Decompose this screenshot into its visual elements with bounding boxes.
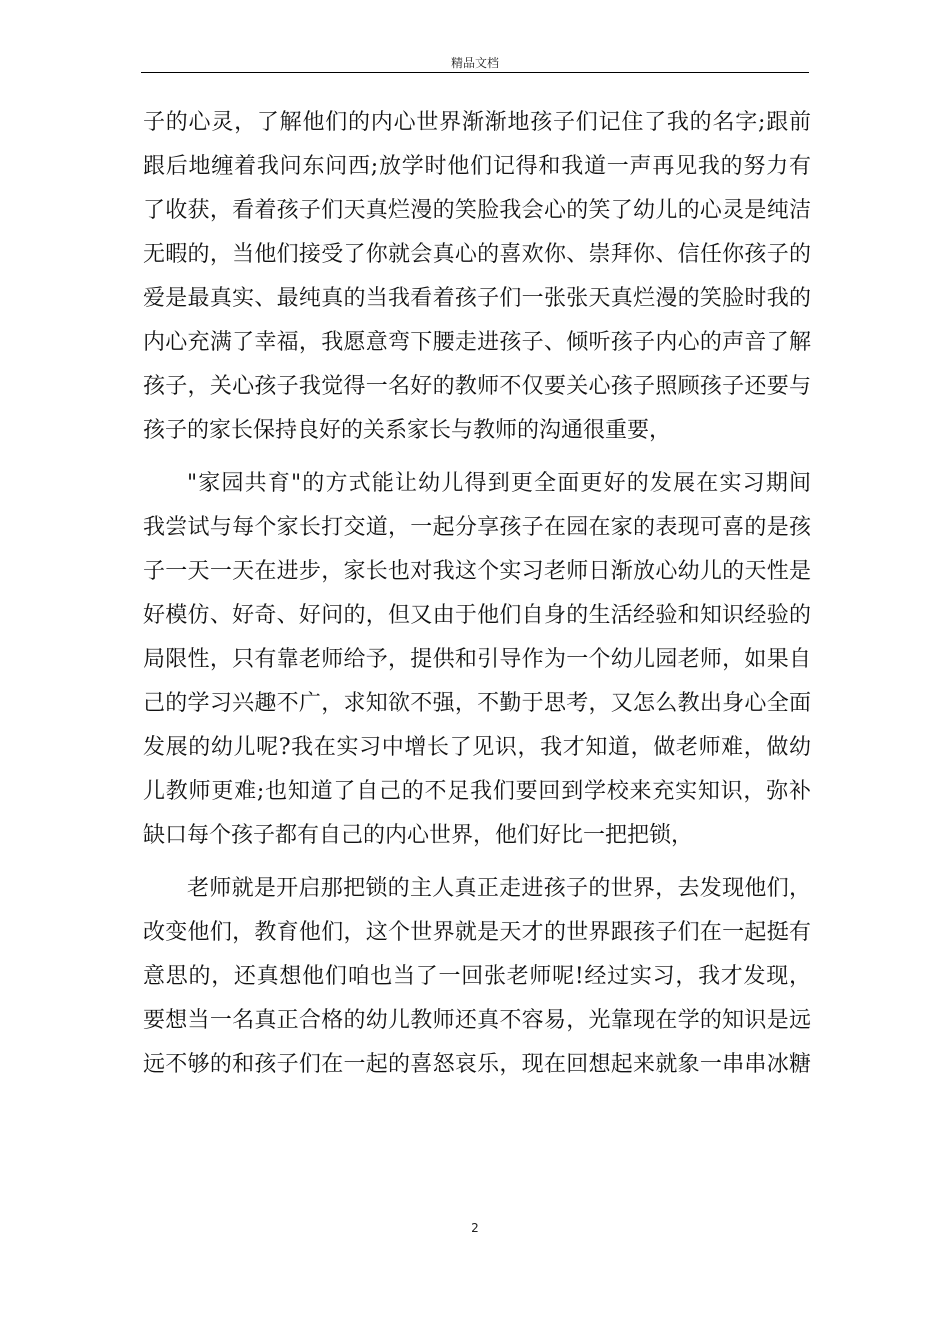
text-line: 孩子，关心孩子我觉得一名好的教师不仅要关心孩子照顾孩子还要与 [143,374,811,399]
paragraph-3 [143,867,811,1087]
header-divider [141,72,809,73]
text-line: 子的心灵，了解他们的内心世界渐渐地孩子们记住了我的名字;跟前 [143,110,811,135]
text-line: 我尝试与每个家长打交道，一起分享孩子在园在家的表现可喜的是孩 [143,515,811,540]
text-line: 发展的幼儿呢?我在实习中增长了见识，我才知道，做老师难，做幼 [143,735,811,760]
text-line: "家园共育"的方式能让幼儿得到更全面更好的发展在实习期间 [187,471,811,496]
text-line: 儿教师更难;也知道了自己的不足我们要回到学校来充实知识，弥补 [143,779,811,804]
text-line: 改变他们，教育他们，这个世界就是天才的世界跟孩子们在一起挺有 [143,920,811,945]
text-line: 意思的，还真想他们咱也当了一回张老师呢!经过实习，我才发现， [143,964,811,989]
text-line: 要想当一名真正合格的幼儿教师还真不容易，光靠现在学的知识是远 [143,1008,811,1033]
page-number: 2 [471,1221,479,1235]
page-header-title: 精品文档 [450,56,499,70]
text-line: 内心充满了幸福，我愿意弯下腰走进孩子、倾听孩子内心的声音了解 [143,330,811,355]
text-line: 无暇的，当他们接受了你就会真心的喜欢你、崇拜你、信任你孩子的 [143,242,811,267]
text-line: 缺口每个孩子都有自己的内心世界，他们好比一把把锁， [143,823,694,848]
text-line: 远不够的和孩子们在一起的喜怒哀乐，现在回想起来就象一串串冰糖 [143,1052,811,1077]
paragraph-2 [143,462,811,858]
text-line: 局限性，只有靠老师给予，提供和引导作为一个幼儿园老师，如果自 [143,647,811,672]
text-line: 了收获，看着孩子们天真烂漫的笑脸我会心的笑了幼儿的心灵是纯洁 [143,198,811,223]
text-line: 老师就是开启那把锁的主人真正走进孩子的世界，去发现他们， [187,876,811,901]
text-line: 孩子的家长保持良好的关系家长与教师的沟通很重要， [143,418,672,443]
text-line: 子一天一天在进步，家长也对我这个实习老师日渐放心幼儿的天性是 [143,559,811,584]
text-line: 跟后地缠着我问东问西;放学时他们记得和我道一声再见我的努力有 [143,154,811,179]
text-line: 好模仿、好奇、好问的，但又由于他们自身的生活经验和知识经验的 [143,603,811,628]
text-line: 己的学习兴趣不广，求知欲不强，不勤于思考，又怎么教出身心全面 [143,691,811,716]
document-body [143,101,811,1087]
text-line: 爱是最真实、最纯真的当我看着孩子们一张张天真烂漫的笑脸时我的 [143,286,811,311]
paragraph-1 [143,101,811,453]
